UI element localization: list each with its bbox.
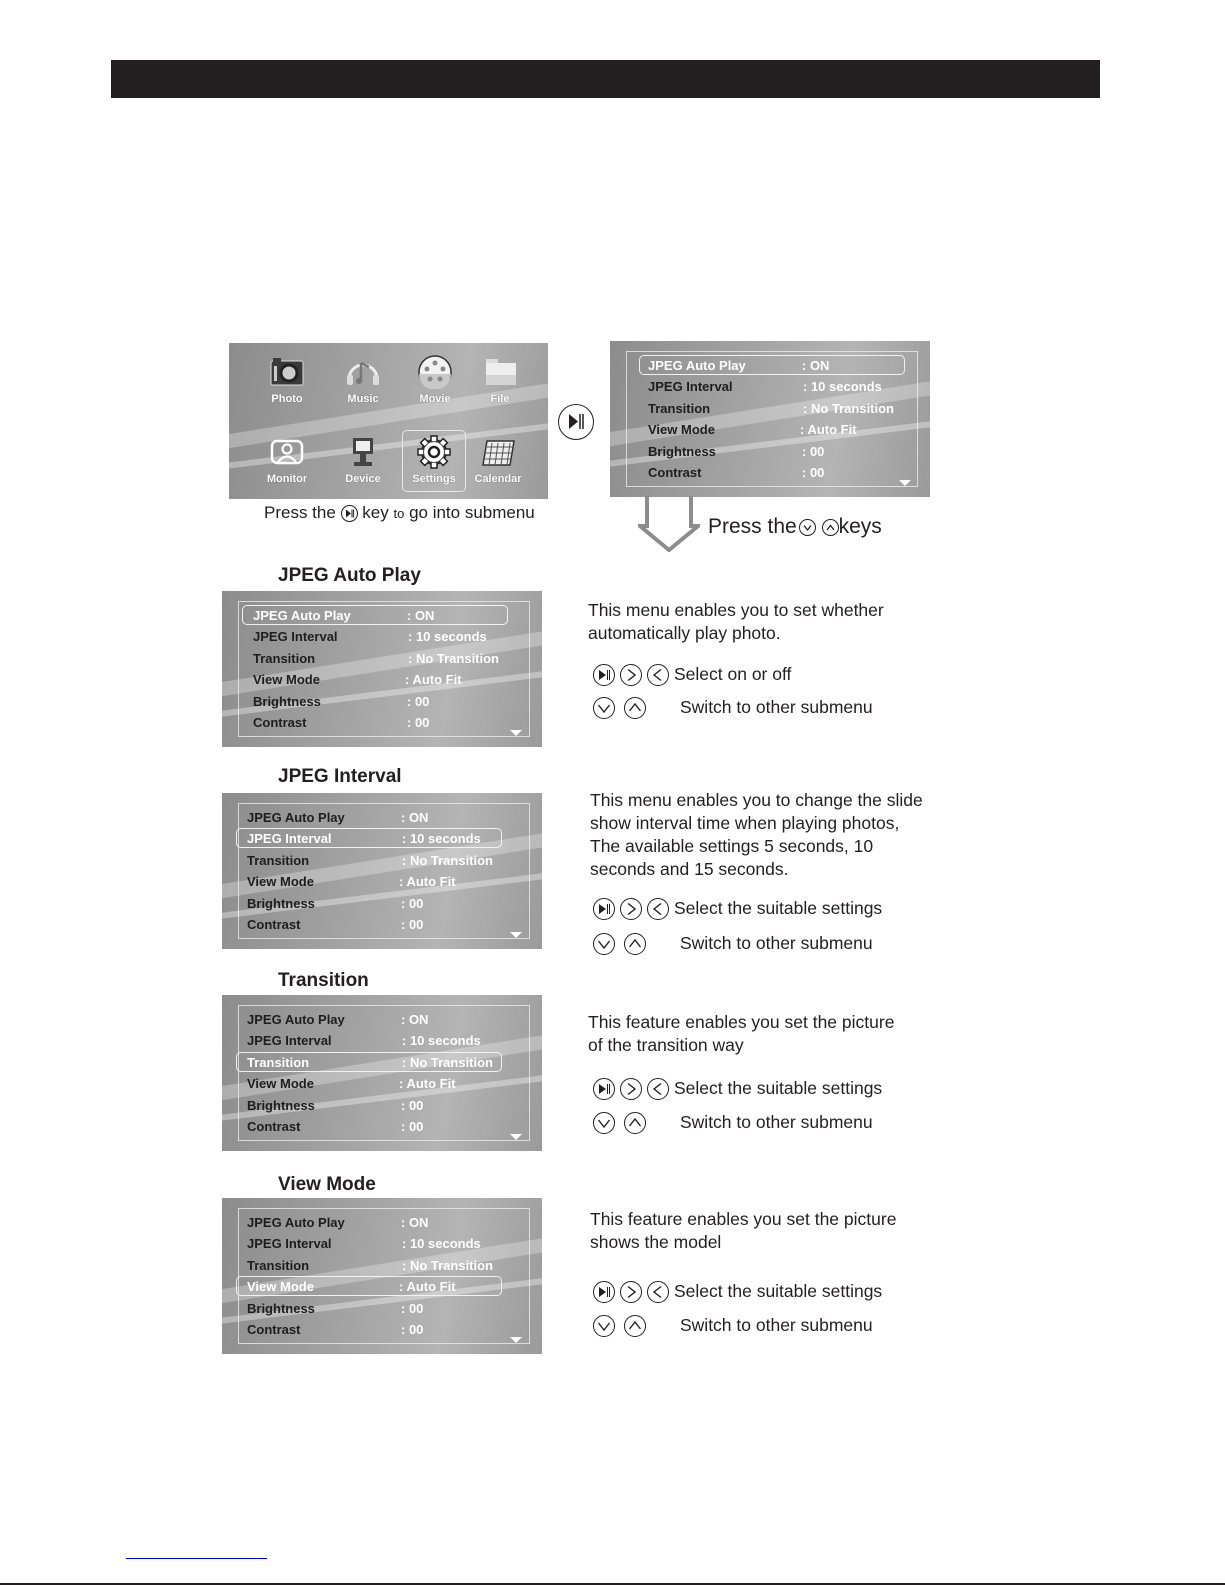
- setting-value: : 00: [401, 1301, 424, 1316]
- setting-key: Brightness: [247, 896, 315, 911]
- setting-value: : 00: [401, 1098, 424, 1113]
- settings-menu-screen: [222, 995, 542, 1151]
- setting-key: View Mode: [247, 874, 314, 889]
- setting-value: : 00: [401, 896, 424, 911]
- footer-link-underline[interactable]: [126, 1558, 267, 1559]
- folder-icon: [465, 355, 535, 391]
- menu-item-settings[interactable]: [402, 430, 466, 492]
- setting-value: : ON: [401, 1012, 429, 1027]
- play-pause-key-icon: [593, 898, 615, 920]
- setting-value: : 00: [401, 917, 424, 932]
- setting-value: : 10 seconds: [402, 1033, 481, 1048]
- play-pause-key-icon: [593, 1078, 615, 1100]
- description-line: The available settings 5 seconds, 10: [590, 836, 874, 856]
- monitor-user-icon: [252, 435, 322, 471]
- instruction-text: Switch to other submenu: [680, 1315, 873, 1335]
- setting-key: Brightness: [247, 1301, 315, 1316]
- instruction-text: Select on or off: [674, 664, 792, 684]
- left-key-icon: [647, 1078, 669, 1100]
- setting-key: JPEG Interval: [247, 1033, 332, 1048]
- switch-instruction: [593, 697, 873, 719]
- description-line: This menu enables you to change the slide: [590, 790, 923, 810]
- setting-key: Brightness: [253, 694, 321, 709]
- caption-text: to: [393, 506, 405, 521]
- setting-value: : 10 seconds: [408, 629, 487, 644]
- setting-value: : 00: [407, 694, 430, 709]
- scroll-down-icon[interactable]: [899, 480, 911, 486]
- play-pause-key-icon: [341, 505, 358, 522]
- setting-value: : 10 seconds: [402, 831, 481, 846]
- arrow-down-icon: [638, 496, 700, 552]
- film-reel-icon: [400, 355, 470, 391]
- down-key-icon: [593, 933, 615, 955]
- main-menu-caption: [264, 503, 535, 523]
- right-key-icon: [620, 1281, 642, 1303]
- setting-key: Contrast: [253, 715, 307, 730]
- setting-key: JPEG Auto Play: [247, 810, 345, 825]
- scroll-down-icon[interactable]: [510, 1337, 522, 1343]
- setting-value: : ON: [401, 810, 429, 825]
- down-key-icon: [799, 519, 816, 536]
- right-key-icon: [620, 1078, 642, 1100]
- headphones-icon: [328, 355, 398, 391]
- switch-instruction: [593, 933, 873, 955]
- scroll-down-icon[interactable]: [510, 1134, 522, 1140]
- calendar-icon: [463, 435, 533, 471]
- instruction-text: Switch to other submenu: [680, 697, 873, 717]
- menu-item-photo[interactable]: [252, 355, 322, 405]
- settings-menu-screen: [222, 1198, 542, 1354]
- menu-item-label: Photo: [271, 393, 303, 405]
- camera-icon: [252, 355, 322, 391]
- menu-item-label: Monitor: [266, 473, 308, 485]
- menu-item-monitor[interactable]: [252, 435, 322, 485]
- menu-item-label: Movie: [419, 393, 451, 405]
- menu-item-label: Calendar: [474, 473, 522, 485]
- setting-value: : ON: [407, 608, 435, 623]
- setting-key: Transition: [247, 1258, 310, 1273]
- caption-text: go into submenu: [409, 503, 535, 522]
- caption-text: Press the: [708, 515, 797, 538]
- setting-value: : No Transition: [402, 853, 493, 868]
- setting-value: : No Transition: [402, 1055, 493, 1070]
- section-description: [590, 789, 960, 881]
- setting-value: : 00: [407, 715, 430, 730]
- main-menu-screen: [229, 343, 548, 499]
- instruction-text: Select the suitable settings: [674, 1281, 883, 1301]
- instruction-text: Select the suitable settings: [674, 1078, 883, 1098]
- select-instruction: [593, 898, 882, 920]
- setting-key: JPEG Auto Play: [247, 1215, 345, 1230]
- section-title: Transition: [278, 970, 369, 991]
- description-line: This menu enables you to set whether: [588, 600, 884, 620]
- instruction-text: Switch to other submenu: [680, 1112, 873, 1132]
- instruction-text: Switch to other submenu: [680, 933, 873, 953]
- setting-key: JPEG Auto Play: [253, 608, 351, 623]
- setting-value: : Auto Fit: [399, 1076, 456, 1091]
- play-pause-key-icon: [558, 404, 594, 440]
- menu-item-device[interactable]: [328, 435, 398, 485]
- section-description: [588, 599, 958, 645]
- setting-key: View Mode: [247, 1279, 314, 1294]
- menu-item-file[interactable]: [465, 355, 535, 405]
- section-description: [588, 1011, 958, 1057]
- menu-item-music[interactable]: [328, 355, 398, 405]
- caption-text: key: [362, 503, 389, 522]
- up-key-icon: [624, 933, 646, 955]
- up-key-icon: [624, 1315, 646, 1337]
- setting-key: JPEG Interval: [253, 629, 338, 644]
- switch-instruction: [593, 1112, 873, 1134]
- device-icon: [328, 435, 398, 471]
- section-description: [590, 1208, 960, 1254]
- setting-key: JPEG Interval: [247, 1236, 332, 1251]
- setting-key: Contrast: [247, 1119, 301, 1134]
- description-line: This feature enables you set the picture: [588, 1012, 895, 1032]
- setting-value: : 00: [401, 1119, 424, 1134]
- menu-item-label: Settings: [412, 473, 456, 485]
- scroll-down-icon[interactable]: [510, 932, 522, 938]
- down-key-icon: [593, 697, 615, 719]
- description-line: of the transition way: [588, 1035, 744, 1055]
- setting-value: : 10 seconds: [402, 1236, 481, 1251]
- description-line: show interval time when playing photos,: [590, 813, 900, 833]
- setting-key: View Mode: [247, 1076, 314, 1091]
- setting-value: : No Transition: [402, 1258, 493, 1273]
- left-key-icon: [647, 1281, 669, 1303]
- up-key-icon: [624, 1112, 646, 1134]
- setting-key: View Mode: [253, 672, 320, 687]
- setting-value: : No Transition: [408, 651, 499, 666]
- setting-key: Transition: [247, 853, 310, 868]
- instruction-text: Select the suitable settings: [674, 898, 883, 918]
- description-line: This feature enables you set the picture: [590, 1209, 897, 1229]
- settings-menu-preview: JPEG Auto Play : ON JPEG Interval : 10 seconds Transition : No Transition View Mode : Auto Fit Brightness : 00 Contrast : 00: [610, 341, 930, 497]
- up-key-icon: [624, 697, 646, 719]
- select-instruction: [593, 1078, 882, 1100]
- play-pause-key-icon: [593, 664, 615, 686]
- gear-icon: [403, 435, 465, 471]
- switch-instruction: [593, 1315, 873, 1337]
- section-title: View Mode: [278, 1174, 376, 1195]
- setting-value: : ON: [401, 1215, 429, 1230]
- setting-value: : Auto Fit: [399, 1279, 456, 1294]
- setting-value: : 00: [401, 1322, 424, 1337]
- select-instruction: [593, 664, 791, 686]
- down-key-icon: [593, 1315, 615, 1337]
- settings-menu-screen: [222, 793, 542, 949]
- description-line: seconds and 15 seconds.: [590, 859, 789, 879]
- left-key-icon: [647, 898, 669, 920]
- setting-key: Brightness: [247, 1098, 315, 1113]
- menu-item-label: Music: [347, 393, 379, 405]
- up-key-icon: [822, 519, 839, 536]
- menu-item-movie[interactable]: [400, 355, 470, 405]
- setting-value: : Auto Fit: [399, 874, 456, 889]
- right-key-icon: [620, 664, 642, 686]
- scroll-down-icon[interactable]: [510, 730, 522, 736]
- setting-key: Transition: [247, 1055, 310, 1070]
- setting-key: Contrast: [247, 1322, 301, 1337]
- setting-key: JPEG Interval: [247, 831, 332, 846]
- header-bar: [111, 60, 1100, 98]
- left-key-icon: [647, 664, 669, 686]
- settings-menu-screen: [222, 591, 542, 747]
- setting-key: Contrast: [247, 917, 301, 932]
- setting-value: : Auto Fit: [405, 672, 462, 687]
- description-line: automatically play photo.: [588, 623, 781, 643]
- down-key-icon: [593, 1112, 615, 1134]
- menu-item-label: Device: [345, 473, 381, 485]
- setting-key: Transition: [253, 651, 316, 666]
- description-line: shows the model: [590, 1232, 722, 1252]
- caption-text: keys: [838, 515, 882, 538]
- play-pause-key-icon: [593, 1281, 615, 1303]
- select-instruction: [593, 1281, 882, 1303]
- section-title: JPEG Auto Play: [278, 565, 421, 586]
- menu-item-label: File: [490, 393, 510, 405]
- section-title: JPEG Interval: [278, 766, 402, 787]
- right-key-icon: [620, 898, 642, 920]
- menu-item-calendar[interactable]: [463, 435, 533, 485]
- caption-text: Press the: [264, 503, 336, 522]
- setting-key: JPEG Auto Play: [247, 1012, 345, 1027]
- navigation-caption: [708, 515, 882, 539]
